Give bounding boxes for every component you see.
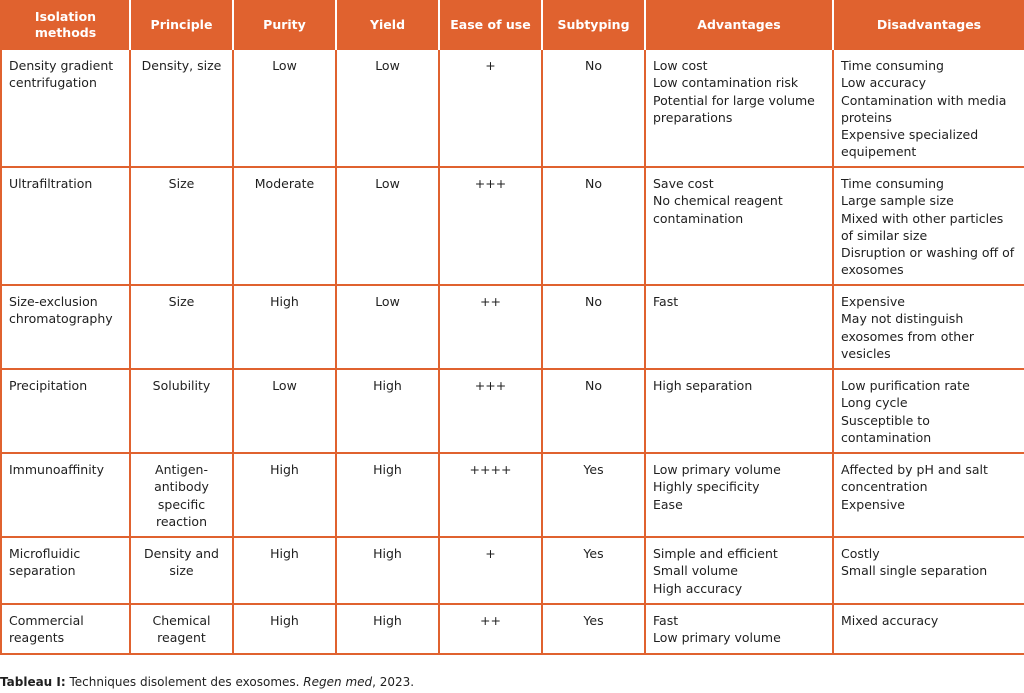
table-row xyxy=(1,369,1024,453)
disadvantage-item: Time consuming xyxy=(841,58,944,73)
cell-principle: Solubility xyxy=(130,369,233,453)
advantage-item: No chemical reagent contamination xyxy=(653,193,783,226)
cell-principle: Size xyxy=(130,285,233,369)
disadvantage-item: Costly xyxy=(841,546,880,561)
cell-subtyping: No xyxy=(542,369,645,453)
table-row xyxy=(1,537,1024,604)
table-row xyxy=(1,49,1024,167)
cell-disadvantages xyxy=(833,167,1024,285)
cell-purity: Low xyxy=(233,49,336,167)
table-body xyxy=(1,49,1024,654)
advantage-item: Low contamination risk xyxy=(653,75,799,91)
disadvantage-item: Mixed with other particles of similar size xyxy=(841,210,1004,243)
cell-disadvantages xyxy=(833,604,1024,654)
cell-method: Commercial reagents xyxy=(1,604,130,654)
cell-subtyping: Yes xyxy=(542,604,645,654)
cell-advantages xyxy=(645,537,833,604)
header-advantages: Advantages xyxy=(645,1,833,49)
cell-principle: Density, size xyxy=(130,49,233,167)
cell-principle: Density and size xyxy=(130,537,233,604)
cell-yield: Low xyxy=(336,167,439,285)
disadvantage-item: Time consuming xyxy=(841,176,944,191)
table-row xyxy=(1,285,1024,369)
disadvantage-item: Low purification rate xyxy=(841,378,970,393)
cell-ease-of-use: ++ xyxy=(439,604,542,654)
advantage-item: Low primary volume xyxy=(653,630,781,646)
cell-ease-of-use: + xyxy=(439,49,542,167)
cell-subtyping: No xyxy=(542,167,645,285)
cell-method: Ultrafiltration xyxy=(1,167,130,285)
caption-text: Techniques disolement des exosomes. xyxy=(65,675,304,689)
cell-purity: High xyxy=(233,537,336,604)
header-subtyping: Subtyping xyxy=(542,1,645,49)
advantage-item: High accuracy xyxy=(653,580,743,596)
cell-purity: High xyxy=(233,604,336,654)
cell-disadvantages xyxy=(833,285,1024,369)
advantage-item: Low cost xyxy=(653,58,708,73)
cell-method: Microfluidic separation xyxy=(1,537,130,604)
cell-method: Density gradient centrifugation xyxy=(1,49,130,167)
cell-purity: High xyxy=(233,285,336,369)
table-row xyxy=(1,167,1024,285)
cell-advantages xyxy=(645,604,833,654)
disadvantage-item: Small single separation xyxy=(841,563,988,579)
cell-ease-of-use: +++ xyxy=(439,167,542,285)
cell-method: Immunoaffinity xyxy=(1,453,130,537)
advantage-item: Potential for large volume preparations xyxy=(653,92,815,125)
cell-yield: High xyxy=(336,604,439,654)
header-isolation-methods: Isolation methods xyxy=(1,1,130,49)
table-row xyxy=(1,453,1024,537)
advantage-item: Highly specificity xyxy=(653,479,760,495)
cell-subtyping: No xyxy=(542,285,645,369)
disadvantage-item: Expensive xyxy=(841,294,905,309)
cell-advantages xyxy=(645,453,833,537)
cell-principle: Size xyxy=(130,167,233,285)
advantage-item: Fast xyxy=(653,294,679,309)
cell-purity: Moderate xyxy=(233,167,336,285)
cell-ease-of-use: ++++ xyxy=(439,453,542,537)
disadvantage-item: Long cycle xyxy=(841,395,908,411)
disadvantage-item: May not distinguish exosomes from other vesicles xyxy=(841,311,975,361)
cell-disadvantages xyxy=(833,49,1024,167)
disadvantage-item: Expensive xyxy=(841,496,905,512)
cell-yield: High xyxy=(336,537,439,604)
disadvantage-item: Expensive specialized equipement xyxy=(841,127,979,160)
cell-subtyping: Yes xyxy=(542,453,645,537)
cell-ease-of-use: + xyxy=(439,537,542,604)
advantage-item: Save cost xyxy=(653,176,714,191)
cell-advantages xyxy=(645,49,833,167)
cell-ease-of-use: ++ xyxy=(439,285,542,369)
cell-yield: Low xyxy=(336,49,439,167)
cell-advantages xyxy=(645,369,833,453)
cell-yield: Low xyxy=(336,285,439,369)
disadvantage-item: Disruption or washing off of exosomes xyxy=(841,245,1015,278)
cell-principle: Chemical reagent xyxy=(130,604,233,654)
cell-advantages xyxy=(645,167,833,285)
cell-yield: High xyxy=(336,369,439,453)
header-disadvantages: Disadvantages xyxy=(833,1,1024,49)
disadvantage-item: Affected by pH and salt concentration xyxy=(841,462,988,495)
advantage-item: Low primary volume xyxy=(653,462,781,477)
caption-source: Regen med xyxy=(303,675,373,689)
cell-yield: High xyxy=(336,453,439,537)
table-header xyxy=(1,1,1024,49)
cell-disadvantages xyxy=(833,453,1024,537)
cell-method: Size-exclusion chromatography xyxy=(1,285,130,369)
header-yield: Yield xyxy=(336,1,439,49)
table-caption xyxy=(0,675,414,689)
advantage-item: Fast xyxy=(653,613,679,628)
advantage-item: Ease xyxy=(653,496,683,512)
header-principle: Principle xyxy=(130,1,233,49)
cell-purity: Low xyxy=(233,369,336,453)
caption-label: Tableau I: xyxy=(0,675,66,689)
table-row xyxy=(1,604,1024,654)
disadvantage-item: Contamination with media proteins xyxy=(841,92,1007,125)
header-ease-of-use: Ease of use xyxy=(439,1,542,49)
disadvantage-item: Large sample size xyxy=(841,193,954,209)
header-row xyxy=(1,1,1024,49)
cell-principle: Antigen-antibody specific reaction xyxy=(130,453,233,537)
disadvantage-item: Mixed accuracy xyxy=(841,613,939,628)
disadvantage-item: Susceptible to contamination xyxy=(841,412,932,445)
cell-advantages xyxy=(645,285,833,369)
header-purity: Purity xyxy=(233,1,336,49)
cell-subtyping: No xyxy=(542,49,645,167)
cell-method: Precipitation xyxy=(1,369,130,453)
cell-disadvantages xyxy=(833,537,1024,604)
cell-ease-of-use: +++ xyxy=(439,369,542,453)
advantage-item: Simple and efficient xyxy=(653,546,778,561)
disadvantage-item: Low accuracy xyxy=(841,75,926,91)
advantage-item: High separation xyxy=(653,378,753,393)
cell-disadvantages xyxy=(833,369,1024,453)
cell-purity: High xyxy=(233,453,336,537)
caption-year: , 2023. xyxy=(372,675,415,689)
advantage-item: Small volume xyxy=(653,563,738,579)
cell-subtyping: Yes xyxy=(542,537,645,604)
